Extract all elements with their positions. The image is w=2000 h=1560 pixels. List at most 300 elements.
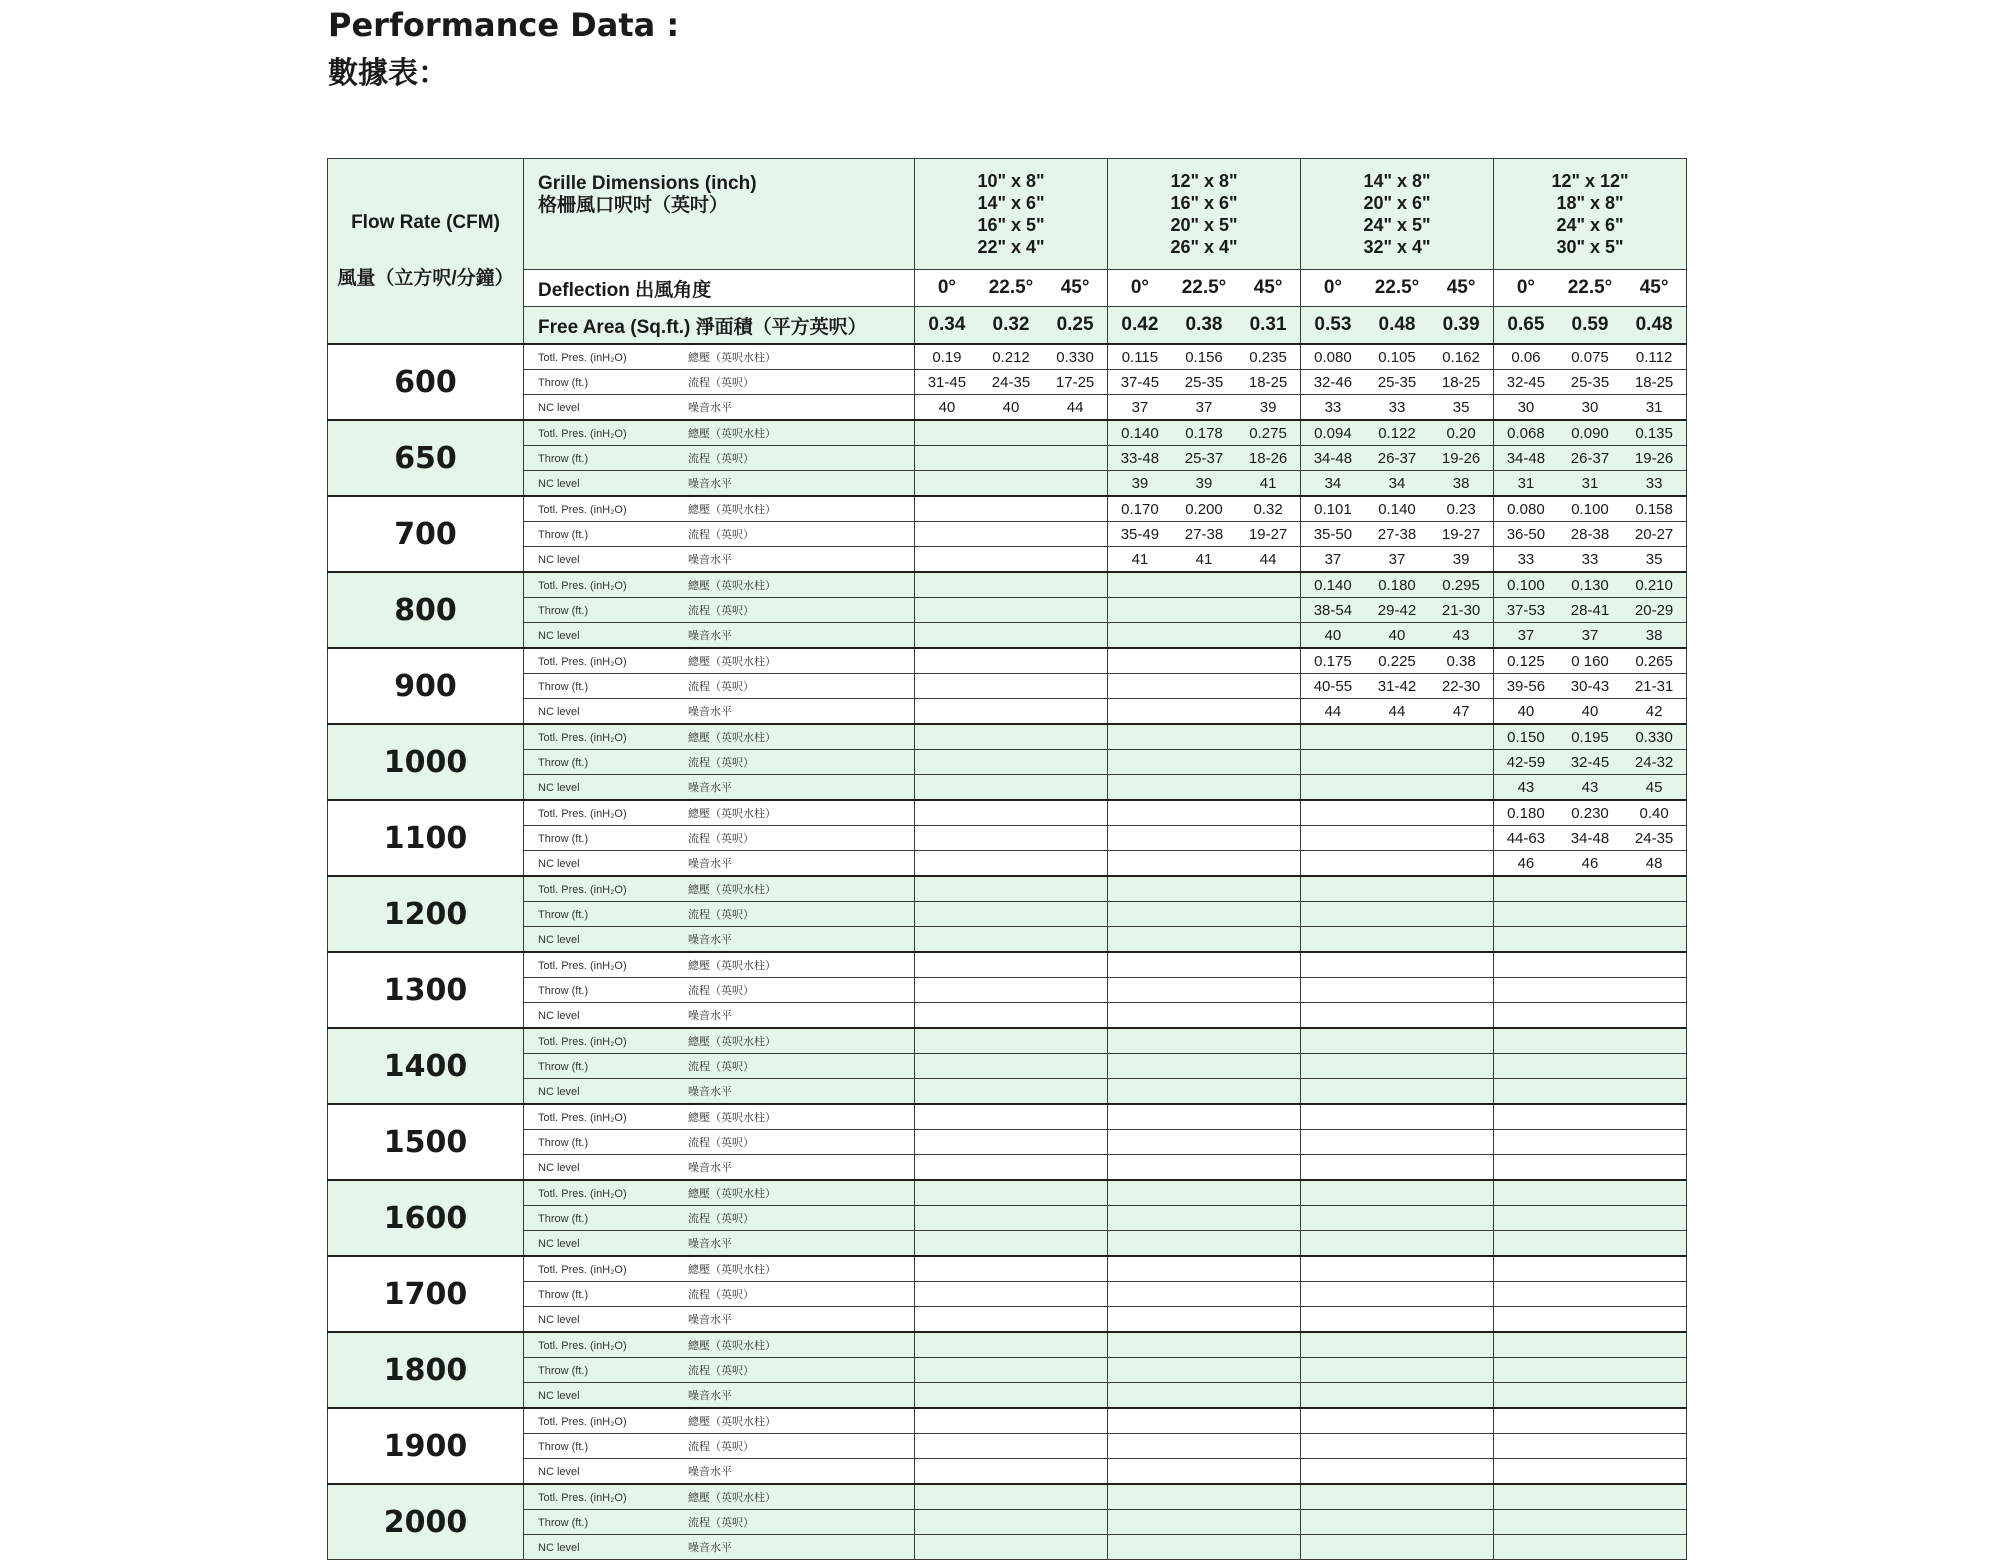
data-cell: 0.230: [1558, 800, 1622, 826]
data-cell: [979, 1104, 1043, 1130]
deflection-angle: 45°: [1043, 270, 1107, 307]
data-cell: [1301, 902, 1365, 927]
parameter-label-zh: 流程（英呎）: [688, 985, 754, 997]
data-cell: [915, 522, 979, 547]
data-cell: [1301, 1206, 1365, 1231]
data-cell: [1172, 623, 1236, 649]
data-cell: [1236, 1282, 1300, 1307]
data-cell: [1494, 927, 1558, 953]
data-cell: [915, 1104, 979, 1130]
data-cell: 31-45: [915, 370, 979, 395]
data-cell: [1301, 1282, 1365, 1307]
data-cell: [1429, 1307, 1493, 1333]
data-cell: [1172, 1054, 1236, 1079]
data-cell: 33: [1622, 471, 1686, 497]
parameter-label: [524, 1484, 915, 1510]
parameter-label-en: Totl. Pres. (inH₂O): [538, 580, 627, 592]
data-cell: [1236, 1408, 1300, 1434]
data-cell: [1236, 1459, 1300, 1485]
data-cell: 25-35: [1365, 370, 1429, 395]
parameter-label: [524, 952, 915, 978]
data-cell: 32-46: [1301, 370, 1365, 395]
table-row: [328, 547, 1687, 573]
data-cell: [979, 978, 1043, 1003]
data-cell: 0.156: [1172, 344, 1236, 370]
data-cell: [1108, 1332, 1172, 1358]
data-cell: 19-27: [1429, 522, 1493, 547]
data-cell: [915, 1231, 979, 1257]
data-cell: [1108, 978, 1172, 1003]
parameter-label-en: NC level: [538, 630, 580, 642]
data-cell: [1236, 851, 1300, 877]
table-row: [328, 344, 1687, 370]
parameter-label-en: Throw (ft.): [538, 1517, 589, 1529]
data-cell: 0.40: [1622, 800, 1686, 826]
data-cell: 44: [1365, 699, 1429, 725]
table-row: [328, 927, 1687, 953]
page-title: Performance Data :: [328, 6, 680, 44]
data-cell: [1236, 876, 1300, 902]
dim-value: 26" x 4": [1170, 237, 1238, 257]
data-cell: [1172, 1358, 1236, 1383]
data-cell: [1043, 1459, 1107, 1485]
data-cell: [1172, 952, 1236, 978]
parameter-label: [524, 496, 915, 522]
table-row: [328, 826, 1687, 851]
deflection-angle: 45°: [1236, 270, 1300, 307]
data-cell: [1301, 1484, 1365, 1510]
data-cell: [915, 420, 979, 446]
parameter-label: [524, 598, 915, 623]
data-cell: [1108, 699, 1172, 725]
data-cell: [1429, 1155, 1493, 1181]
data-cell: [1558, 1256, 1622, 1282]
data-cell: 31: [1622, 395, 1686, 421]
data-cell: [915, 1434, 979, 1459]
data-cell: [979, 927, 1043, 953]
data-cell: [1108, 648, 1172, 674]
data-cell: 40: [1301, 623, 1365, 649]
data-cell: [1236, 952, 1300, 978]
data-cell: 37: [1558, 623, 1622, 649]
data-cell: [1043, 1484, 1107, 1510]
data-cell: [1172, 598, 1236, 623]
data-cell: [1429, 1383, 1493, 1409]
data-cell: 44-63: [1494, 826, 1558, 851]
table-row: [328, 1434, 1687, 1459]
data-cell: [979, 952, 1043, 978]
data-cell: [915, 978, 979, 1003]
data-cell: [1043, 547, 1107, 573]
data-cell: [1365, 1003, 1429, 1029]
data-cell: [1365, 1206, 1429, 1231]
data-cell: 0.175: [1301, 648, 1365, 674]
data-cell: [1429, 902, 1493, 927]
parameter-label: [524, 471, 915, 497]
data-cell: [979, 1307, 1043, 1333]
data-cell: [1236, 1484, 1300, 1510]
data-cell: [915, 623, 979, 649]
data-cell: [979, 598, 1043, 623]
data-cell: [1622, 1484, 1686, 1510]
data-cell: [1558, 876, 1622, 902]
data-cell: [915, 1054, 979, 1079]
grille-dimensions-label-zh: 格柵風口呎吋（英吋）: [538, 195, 729, 216]
parameter-label: [524, 750, 915, 775]
data-cell: 0.105: [1365, 344, 1429, 370]
parameter-label-zh: 噪音水平: [688, 1466, 732, 1478]
data-cell: [1043, 1434, 1107, 1459]
parameter-label-zh: 總壓（英呎水柱）: [688, 504, 776, 516]
data-cell: [1622, 1408, 1686, 1434]
data-cell: [1494, 1206, 1558, 1231]
free-area-value: 0.34: [915, 307, 979, 345]
free-area-value: 0.65: [1494, 307, 1558, 345]
data-cell: [1301, 1079, 1365, 1105]
data-cell: [1043, 1408, 1107, 1434]
grille-dimensions-label: [524, 159, 915, 270]
data-cell: 38: [1429, 471, 1493, 497]
data-cell: 39: [1108, 471, 1172, 497]
data-cell: [1172, 572, 1236, 598]
parameter-label-zh: 流程（英呎）: [688, 909, 754, 921]
parameter-label: [524, 420, 915, 446]
parameter-label-zh: 噪音水平: [688, 554, 732, 566]
flow-rate-value: 1900: [328, 1408, 524, 1484]
flow-rate-header-zh: 風量（立方呎/分鐘）: [337, 268, 514, 289]
data-cell: 0.210: [1622, 572, 1686, 598]
data-cell: [1429, 1028, 1493, 1054]
data-cell: 29-42: [1365, 598, 1429, 623]
data-cell: 0.32: [1236, 496, 1300, 522]
parameter-label-en: NC level: [538, 554, 580, 566]
data-cell: [1622, 1256, 1686, 1282]
data-cell: [915, 1180, 979, 1206]
parameter-label: [524, 1510, 915, 1535]
data-cell: 0.080: [1494, 496, 1558, 522]
data-cell: [1429, 800, 1493, 826]
data-cell: 0.101: [1301, 496, 1365, 522]
data-cell: [1172, 699, 1236, 725]
table-row: [328, 724, 1687, 750]
parameter-label-zh: 噪音水平: [688, 706, 732, 718]
parameter-label: [524, 1104, 915, 1130]
data-cell: [1558, 1408, 1622, 1434]
dim-value: 16" x 5": [977, 215, 1045, 235]
data-cell: [915, 724, 979, 750]
data-cell: [979, 699, 1043, 725]
flow-rate-value: 1700: [328, 1256, 524, 1332]
table-row: [328, 1256, 1687, 1282]
parameter-label-en: NC level: [538, 1466, 580, 1478]
data-cell: [1172, 1535, 1236, 1560]
data-cell: [1108, 1282, 1172, 1307]
data-cell: [1558, 1003, 1622, 1029]
data-cell: [1301, 927, 1365, 953]
data-cell: [1236, 1079, 1300, 1105]
data-cell: [1558, 1206, 1622, 1231]
free-area-value: 0.59: [1558, 307, 1622, 345]
data-cell: 31: [1494, 471, 1558, 497]
data-cell: [1622, 978, 1686, 1003]
data-cell: 0.180: [1365, 572, 1429, 598]
data-cell: [979, 547, 1043, 573]
table-row: [328, 1358, 1687, 1383]
table-row: [328, 1484, 1687, 1510]
data-cell: [1236, 572, 1300, 598]
data-cell: [979, 775, 1043, 801]
parameter-label-en: Totl. Pres. (inH₂O): [538, 1188, 627, 1200]
parameter-label-zh: 流程（英呎）: [688, 1289, 754, 1301]
parameter-label-en: NC level: [538, 782, 580, 794]
data-cell: [1236, 1358, 1300, 1383]
data-cell: [1494, 1408, 1558, 1434]
data-cell: [1043, 648, 1107, 674]
dim-value: 22" x 4": [977, 237, 1045, 257]
data-cell: 46: [1558, 851, 1622, 877]
data-cell: [1301, 800, 1365, 826]
data-cell: 17-25: [1043, 370, 1107, 395]
parameter-label-en: Totl. Pres. (inH₂O): [538, 1112, 627, 1124]
parameter-label-zh: 流程（英呎）: [688, 681, 754, 693]
parameter-label: [524, 674, 915, 699]
data-cell: [1236, 1104, 1300, 1130]
data-cell: [915, 1358, 979, 1383]
parameter-label: [524, 1130, 915, 1155]
dimension-group-3: [1301, 159, 1494, 270]
parameter-label-zh: 噪音水平: [688, 1542, 732, 1554]
data-cell: [1043, 446, 1107, 471]
parameter-label-en: Throw (ft.): [538, 605, 589, 617]
data-cell: [1043, 952, 1107, 978]
data-cell: [1108, 1054, 1172, 1079]
data-cell: [1172, 902, 1236, 927]
data-cell: [1429, 1510, 1493, 1535]
table-row: [328, 471, 1687, 497]
data-cell: [1043, 775, 1107, 801]
table-row: [328, 1155, 1687, 1181]
data-cell: [1558, 1155, 1622, 1181]
data-cell: [1622, 952, 1686, 978]
data-cell: [1494, 1054, 1558, 1079]
data-cell: 0.170: [1108, 496, 1172, 522]
data-cell: 24-35: [979, 370, 1043, 395]
parameter-label-zh: 噪音水平: [688, 1162, 732, 1174]
data-cell: [1365, 1130, 1429, 1155]
parameter-label: [524, 1307, 915, 1333]
parameter-label-zh: 噪音水平: [688, 1238, 732, 1250]
data-cell: [1558, 1028, 1622, 1054]
data-cell: 0.295: [1429, 572, 1493, 598]
data-cell: [1558, 1434, 1622, 1459]
data-cell: [1043, 1231, 1107, 1257]
data-cell: [1622, 1155, 1686, 1181]
data-cell: 41: [1236, 471, 1300, 497]
data-cell: [1622, 902, 1686, 927]
data-cell: [1558, 1079, 1622, 1105]
parameter-label-en: NC level: [538, 1314, 580, 1326]
parameter-label-zh: 總壓（英呎水柱）: [688, 1340, 776, 1352]
table-row: [328, 952, 1687, 978]
data-cell: [1622, 1358, 1686, 1383]
data-cell: [1301, 1054, 1365, 1079]
data-cell: [1622, 1307, 1686, 1333]
parameter-label-zh: 流程（英呎）: [688, 1137, 754, 1149]
data-cell: [915, 902, 979, 927]
data-cell: [1558, 1130, 1622, 1155]
data-cell: [1236, 978, 1300, 1003]
parameter-label: [524, 344, 915, 370]
table-row: [328, 674, 1687, 699]
data-cell: [1236, 775, 1300, 801]
data-cell: [1622, 1459, 1686, 1485]
data-cell: 0.330: [1043, 344, 1107, 370]
parameter-label: [524, 775, 915, 801]
deflection-angle: 22.5°: [1172, 270, 1236, 307]
parameter-label-zh: 噪音水平: [688, 1010, 732, 1022]
data-cell: [1236, 1510, 1300, 1535]
data-cell: [1236, 1130, 1300, 1155]
data-cell: [1365, 750, 1429, 775]
data-cell: [915, 1130, 979, 1155]
parameter-label-en: Throw (ft.): [538, 909, 589, 921]
data-cell: 37-45: [1108, 370, 1172, 395]
parameter-label: [524, 446, 915, 471]
data-cell: [1301, 978, 1365, 1003]
data-cell: [1494, 1028, 1558, 1054]
data-cell: 40: [915, 395, 979, 421]
data-cell: [1172, 1231, 1236, 1257]
data-cell: 33-48: [1108, 446, 1172, 471]
data-cell: [1301, 1104, 1365, 1130]
data-cell: [1108, 1028, 1172, 1054]
parameter-label-zh: 流程（英呎）: [688, 453, 754, 465]
deflection-angle: 0°: [1301, 270, 1365, 307]
data-cell: [1429, 1231, 1493, 1257]
data-cell: [1365, 1282, 1429, 1307]
parameter-label-en: Totl. Pres. (inH₂O): [538, 808, 627, 820]
parameter-label-zh: 總壓（英呎水柱）: [688, 1036, 776, 1048]
table-row: [328, 420, 1687, 446]
data-cell: 43: [1558, 775, 1622, 801]
data-cell: 35-50: [1301, 522, 1365, 547]
data-cell: [1108, 952, 1172, 978]
dim-value: 12" x 12": [1551, 171, 1629, 191]
data-cell: 40: [1365, 623, 1429, 649]
data-cell: [915, 1459, 979, 1485]
data-cell: [915, 547, 979, 573]
data-cell: [1558, 1383, 1622, 1409]
data-cell: [1108, 724, 1172, 750]
data-cell: [1236, 750, 1300, 775]
data-cell: [1301, 1307, 1365, 1333]
parameter-label: [524, 699, 915, 725]
data-cell: [915, 1408, 979, 1434]
deflection-angle: 0°: [915, 270, 979, 307]
data-cell: [1622, 876, 1686, 902]
data-cell: 31: [1558, 471, 1622, 497]
dim-value: 20" x 6": [1363, 193, 1431, 213]
data-cell: [1172, 1180, 1236, 1206]
data-cell: 0.100: [1558, 496, 1622, 522]
data-cell: [1622, 1104, 1686, 1130]
data-cell: [1236, 1180, 1300, 1206]
parameter-label-zh: 噪音水平: [688, 1314, 732, 1326]
parameter-label: [524, 1358, 915, 1383]
data-cell: 33: [1365, 395, 1429, 421]
data-cell: [1236, 800, 1300, 826]
parameter-label-zh: 流程（英呎）: [688, 605, 754, 617]
data-cell: [1236, 1307, 1300, 1333]
data-cell: [979, 572, 1043, 598]
data-cell: [1365, 1307, 1429, 1333]
data-cell: 37: [1301, 547, 1365, 573]
flow-rate-value: 2000: [328, 1484, 524, 1560]
parameter-label: [524, 1028, 915, 1054]
data-cell: [1172, 1282, 1236, 1307]
table-row: [328, 1459, 1687, 1485]
flow-rate-header-en: Flow Rate (CFM): [351, 212, 500, 233]
data-cell: [979, 1003, 1043, 1029]
parameter-label: [524, 724, 915, 750]
data-cell: [1429, 724, 1493, 750]
data-cell: 0.100: [1494, 572, 1558, 598]
data-cell: 0.195: [1558, 724, 1622, 750]
data-cell: [1043, 598, 1107, 623]
data-cell: 0.330: [1622, 724, 1686, 750]
data-cell: [1558, 1054, 1622, 1079]
data-cell: [1236, 1028, 1300, 1054]
data-cell: [1365, 1256, 1429, 1282]
data-cell: [1494, 1003, 1558, 1029]
data-cell: [915, 496, 979, 522]
data-cell: 0.115: [1108, 344, 1172, 370]
table-row: [328, 851, 1687, 877]
data-cell: [1043, 1383, 1107, 1409]
data-cell: [915, 927, 979, 953]
data-cell: [1301, 1408, 1365, 1434]
data-cell: [979, 674, 1043, 699]
free-area-label: Free Area (Sq.ft.) 淨面積（平方英呎）: [524, 307, 915, 345]
table-row: [328, 1028, 1687, 1054]
data-cell: 35: [1622, 547, 1686, 573]
data-cell: [979, 1535, 1043, 1560]
data-cell: [1236, 623, 1300, 649]
data-cell: [1172, 648, 1236, 674]
parameter-label-en: NC level: [538, 402, 580, 414]
data-cell: [1622, 1206, 1686, 1231]
parameter-label-en: NC level: [538, 858, 580, 870]
data-cell: [1108, 1535, 1172, 1560]
data-cell: [1301, 1535, 1365, 1560]
data-cell: [1108, 750, 1172, 775]
data-cell: [1494, 1307, 1558, 1333]
data-cell: 45: [1622, 775, 1686, 801]
parameter-label-en: Throw (ft.): [538, 529, 589, 541]
data-cell: [1172, 750, 1236, 775]
data-cell: [979, 1256, 1043, 1282]
data-cell: [1365, 1028, 1429, 1054]
data-cell: [1494, 1079, 1558, 1105]
parameter-label-zh: 總壓（英呎水柱）: [688, 960, 776, 972]
data-cell: 0.235: [1236, 344, 1300, 370]
deflection-angle: 0°: [1108, 270, 1172, 307]
data-cell: [915, 446, 979, 471]
data-cell: [1494, 1180, 1558, 1206]
data-cell: 46: [1494, 851, 1558, 877]
data-cell: [1172, 1434, 1236, 1459]
data-cell: [1429, 1130, 1493, 1155]
